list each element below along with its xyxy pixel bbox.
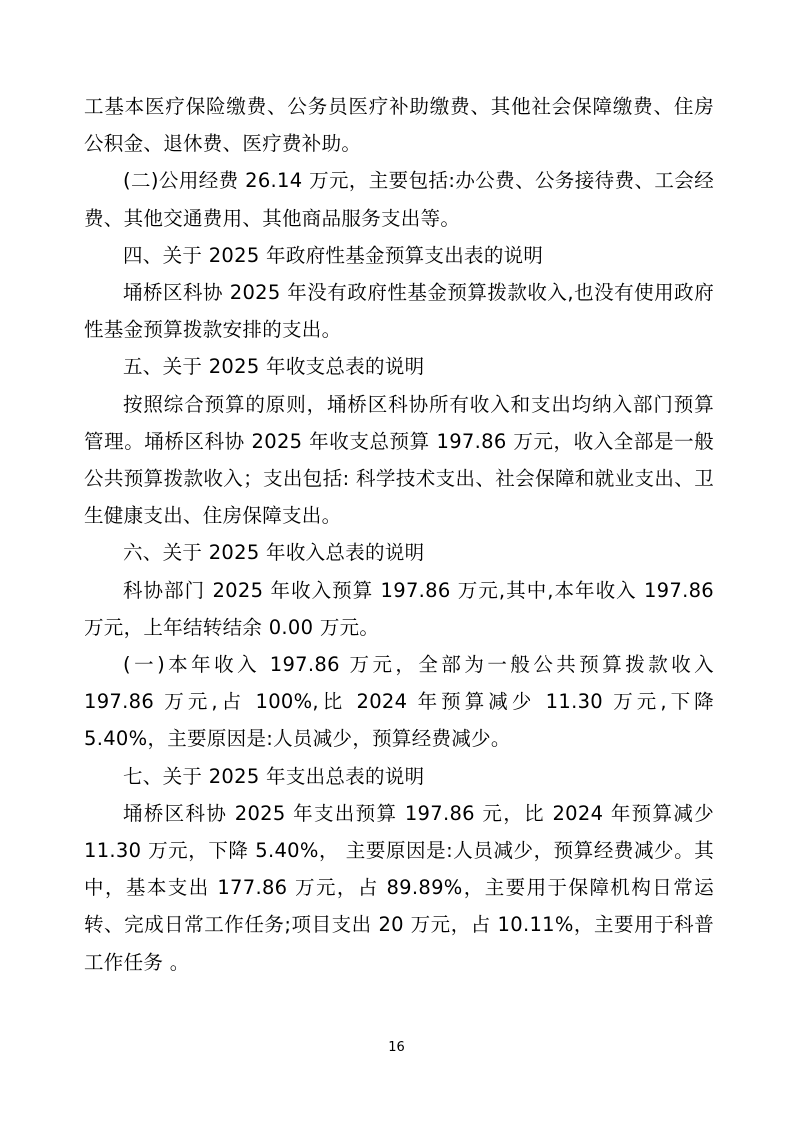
section-heading-income-summary: 六、关于 2025 年收入总表的说明 [123, 541, 425, 565]
body-paragraph-current-year-income: (一)本年收入 197.86 万元，全部为一般公共预算拨款收入 197.86 万元,占 100%,比 2024 年预算减少 11.30 万元,下降 5.40%，主要原因是:人员减少，预算经费减少。 [84, 653, 714, 751]
body-paragraph-continued: 工基本医疗保险缴费、公务员医疗补助缴费、其他社会保障缴费、住房公积金、退休费、医疗费补助。 [84, 95, 714, 156]
body-paragraph-income-summary: 科协部门 2025 年收入预算 197.86 万元,其中,本年收入 197.86 万元，上年结转结余 0.00 万元。 [84, 578, 714, 639]
body-paragraph-expense-summary: 埇桥区科协 2025 年支出预算 197.86 元，比 2024 年预算减少 11.30 万元，下降 5.40%， 主要原因是:人员减少，预算经费减少。其中，基本支出 177.86 万元，占 89.89%，主要用于保障机构日常运转、完成日常工作任务;项目支出 20 万元，占 10.11%，主要用于科普工作任务 。 [84, 801, 714, 974]
page-number: 16 [388, 1040, 405, 1055]
body-paragraph-public-funds: (二)公用经费 26.14 万元，主要包括:办公费、公务接待费、工会经费、其他交通费用、其他商品服务支出等。 [84, 169, 714, 230]
section-heading-expense-summary: 七、关于 2025 年支出总表的说明 [123, 764, 425, 788]
body-paragraph-income-expense-summary: 按照综合预算的原则，埇桥区科协所有收入和支出均纳入部门预算管理。埇桥区科协 2025 年收支总预算 197.86 万元，收入全部是一般公共预算拨款收入；支出包括: 科学技术支出、社会保障和就业支出、卫生健康支出、住房保障支出。 [84, 392, 714, 528]
section-heading-government-fund: 四、关于 2025 年政府性基金预算支出表的说明 [123, 243, 544, 267]
document-page [84, 88, 714, 981]
section-heading-income-expense-summary: 五、关于 2025 年收支总表的说明 [123, 355, 425, 379]
body-paragraph-government-fund: 埇桥区科协 2025 年没有政府性基金预算拨款收入,也没有使用政府性基金预算拨款安排的支出。 [84, 281, 714, 342]
